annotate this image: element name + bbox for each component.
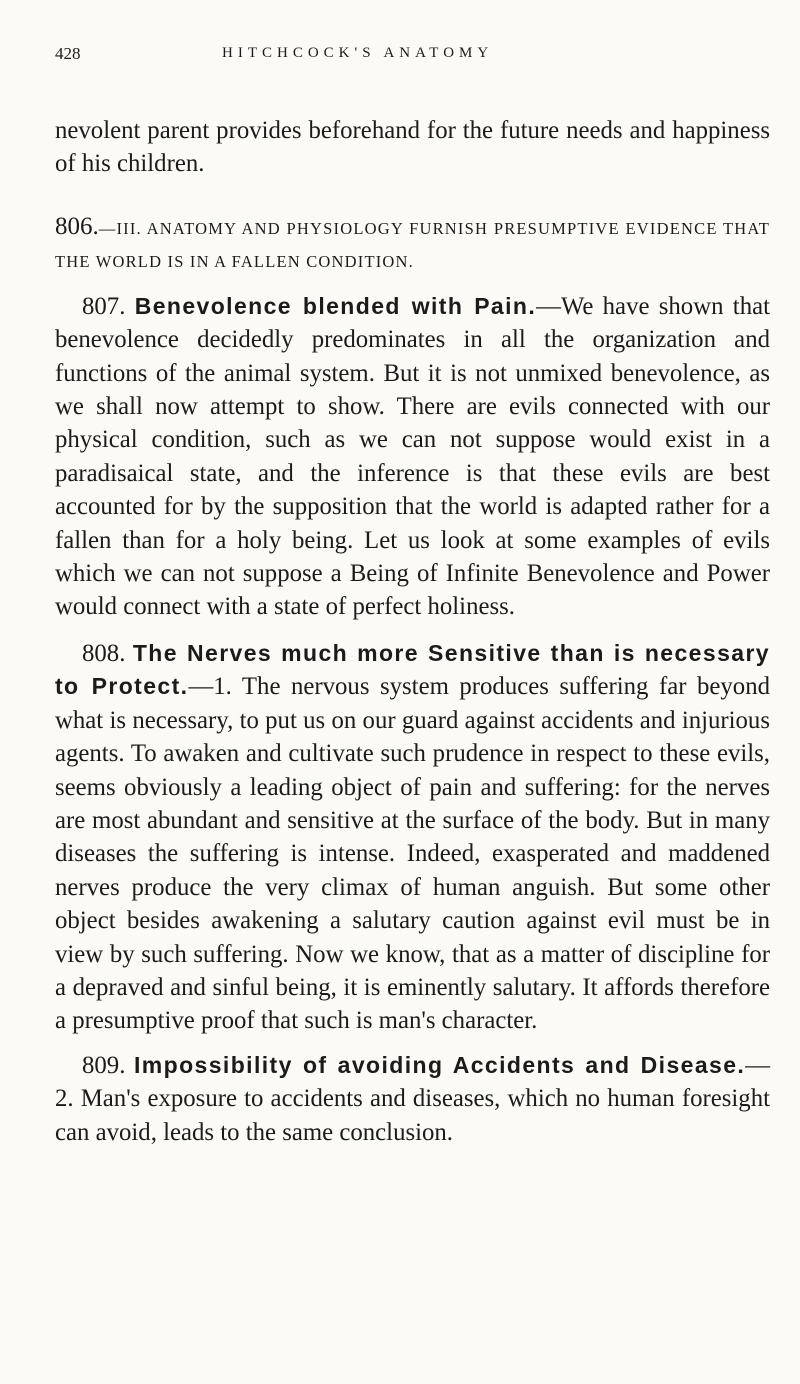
running-title: HITCHCOCK'S ANATOMY — [222, 45, 494, 61]
paragraph-809 — [55, 1049, 770, 1149]
paragraph-number: 808. — [82, 639, 126, 667]
paragraph-text: —2. Man's exposure to accidents and diseases, which no human foresight can avoid, leads to the same conclusion. — [55, 1051, 771, 1146]
running-head — [55, 44, 770, 72]
book-page — [55, 44, 770, 1149]
section-806-heading — [55, 211, 770, 277]
paragraph-text: —1. The nervous system produces suffering far beyond what is necessary, to put us on our guard against accidents and injurious agents. To awaken and cultivate such prudence in respect to these evils, seems obviously a leading object of pain and suffering: for the nerves are most abundant and sensitive at the surface of the body. But in many diseases the suffering is intense. Indeed, exasperated and maddened nerves produce the very climax of human anguish. But some other object besides awakening a salutary caution against evil must be in view by such suffering. Now we know, that as a matter of discipline for a depraved and sinful being, it is eminently salutary. It affords therefore a presumptive proof that such is man's character. — [55, 673, 770, 1035]
paragraph-heading: Benevolence blended with Pain. — [134, 292, 537, 319]
section-number: 806. — [55, 212, 99, 240]
paragraph-text: —We have shown that benevolence decidedly predominates in all the organization and functions of the animal system. But it is not unmixed benevolence, as we shall now attempt to show. There are evils connected with our physical condition, such as we can not suppose would exist in a paradisaical state, and the inference is that these evils are best accounted for by the supposition that the world is adapted rather for a fallen than for a holy being. Let us look at some examples of evils which we can not suppose a Being of Infinite Benevolence and Power would connect with a state of perfect holiness. — [55, 292, 770, 621]
paragraph-heading: The Nerves much more Sensitive than is necessary to Protect. — [55, 639, 770, 700]
section-title: —III. ANATOMY AND PHYSIOLOGY FURNISH PRESUMPTIVE EVIDENCE THAT THE WORLD IS IN A FALLEN CONDITION. — [55, 218, 770, 271]
paragraph-heading: Impossibility of avoiding Accidents and Disease. — [134, 1051, 746, 1078]
paragraph-number: 809. — [82, 1051, 126, 1079]
paragraph-number: 807. — [82, 292, 126, 320]
paragraph-807 — [55, 290, 770, 624]
continuation-paragraph: nevolent parent provides beforehand for the future needs and happiness of his children. — [55, 117, 770, 178]
page-number: 428 — [55, 44, 81, 63]
paragraph-808 — [55, 637, 770, 1038]
body-text — [55, 114, 770, 1149]
